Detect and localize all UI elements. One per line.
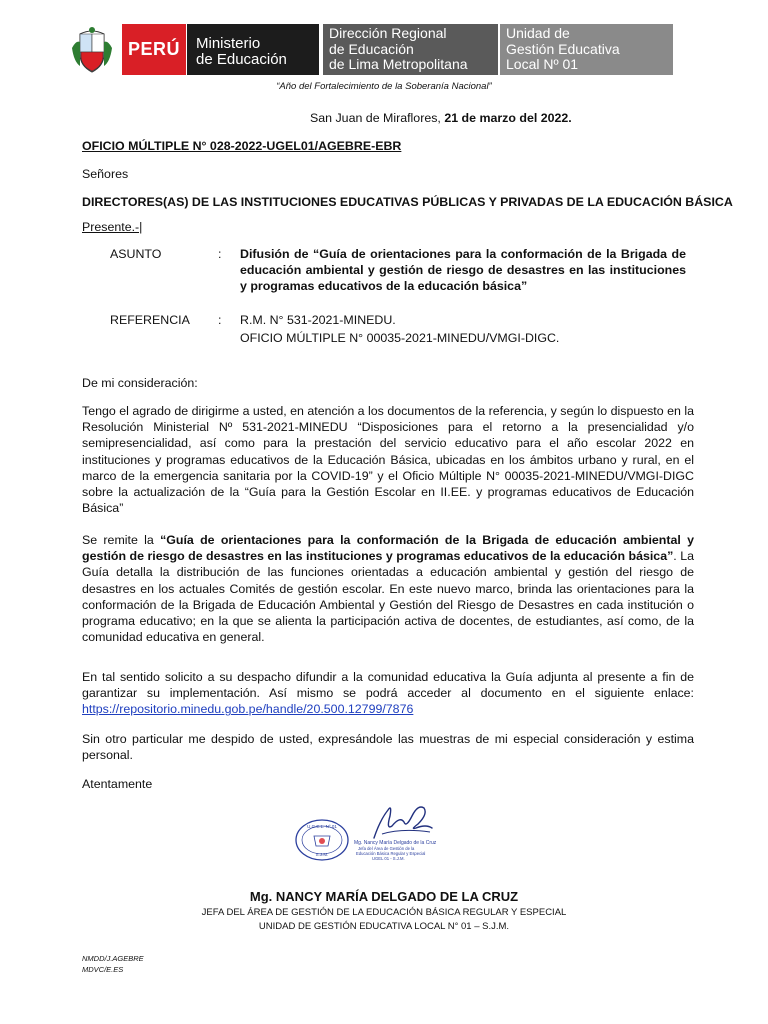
ministry-line-2: de Educación xyxy=(196,51,287,68)
svg-text:S.J.M.: S.J.M. xyxy=(315,852,329,857)
ugel-box xyxy=(500,24,673,75)
coat-of-arms-icon xyxy=(70,26,114,74)
referencia-item: OFICIO MÚLTIPLE N° 00035-2021-MINEDU/VMGI-DIGC. xyxy=(240,331,560,345)
ministry-line-1: Ministerio xyxy=(196,35,261,52)
reference-initials: MDVC/E.ES xyxy=(82,965,124,974)
official-seal-icon xyxy=(296,820,348,860)
asunto-label: ASUNTO xyxy=(110,247,162,261)
ugel-line-3: Local Nº 01 xyxy=(506,56,579,72)
signature-stamp-area xyxy=(292,798,442,868)
signer-title: JEFA DEL ÁREA DE GESTIÓN DE LA EDUCACIÓN BÁSICA REGULAR Y ESPECIAL xyxy=(201,907,567,918)
peru-brand-box xyxy=(122,24,186,75)
signer-name: Mg. NANCY MARÍA DELGADO DE LA CRUZ xyxy=(249,889,519,904)
name-stamp xyxy=(354,840,437,861)
reference-initials: NMDD/J.AGEBRE xyxy=(82,954,144,963)
body-paragraph-4: Sin otro particular me despido de usted, expresándole las muestras de mi especial consideración y estima personal. xyxy=(82,732,694,763)
ministry-box xyxy=(187,24,319,75)
country-label: PERÚ xyxy=(127,39,180,59)
referencia-item: R.M. N° 531-2021-MINEDU. xyxy=(240,313,396,327)
body-paragraph-2 xyxy=(82,532,694,645)
directorate-line-2: de Educación xyxy=(329,40,414,57)
paragraph-2-rest: . La Guía detalla la distribución de las funciones orientadas a educación ambiental y gestión del riesgo de desastres en los actuales Comités de gestión escolar. En este nuevo marco, brinda las orientaciones para la conformación de la Brigada de Educación Ambiental y Gestión del Riesgo de Desastres en cada institución o programa educativo; en la que se alienta la participación activa de docentes, de estudiantes, así como, de la comunidad educativa en general. xyxy=(82,549,694,645)
presente-line: Presente.-| xyxy=(82,220,143,234)
body-paragraph-1: Tengo el agrado de dirigirme a usted, en atención a los documentos de la referencia, y según lo dispuesto en la Resolución Ministerial Nº 531-2021-MINEDU “Disposiciones para el retorno a la presencialidad y/o semipresencialidad, así como para la prestación del servicio educativo para el año escolar 2022 en instituciones y programas educativos de la Educación Básica, ubicadas en los ámbitos urbano y rural, en el marco de la emergencia sanitaria por la COVID-19” y el Oficio Múltiple N° 00035-2021-MINEDU/VMGI-DIGC sobre la actualización de la “Guía para la Gestión Escolar en II.EE. y programas educativos de Educación Básica” xyxy=(82,404,694,516)
directorate-line-3: de Lima Metropolitana xyxy=(329,56,468,72)
svg-text:Jefa del Área de Gestión de la: Jefa del Área de Gestión de la xyxy=(358,846,415,851)
ugel-line-1: Unidad de xyxy=(506,25,570,41)
asunto-colon: : xyxy=(218,247,222,261)
signer-unit: UNIDAD DE GESTIÓN EDUCATIVA LOCAL N° 01 – S.J.M. xyxy=(258,921,510,932)
svg-text:U.G.E.L. N° 01: U.G.E.L. N° 01 xyxy=(307,824,337,829)
closing: Atentamente xyxy=(82,777,153,791)
asunto-text: Difusión de “Guía de orientaciones para la conformación de la Brigada de educación ambiental y gestión de riesgo de desastres en las instituciones y programas educativos de la educación básica” xyxy=(240,247,686,293)
salutation: Señores xyxy=(82,167,129,181)
referencia-colon: : xyxy=(218,313,222,327)
svg-text:UGEL 01 - S.J.M.: UGEL 01 - S.J.M. xyxy=(372,856,405,861)
date-prefix: San Juan de Miraflores, xyxy=(310,111,445,125)
guide-title-bold: “Guía de orientaciones para la conformación de la Brigada de educación ambiental y gestión de riesgo de desastres en las instituciones y programas educativos de la educación básica” xyxy=(82,533,694,564)
recipients: DIRECTORES(AS) DE LAS INSTITUCIONES EDUCATIVAS PÚBLICAS Y PRIVADAS DE LA EDUCACIÓN BÁSICA xyxy=(82,195,733,209)
document-number: OFICIO MÚLTIPLE N° 028-2022-UGEL01/AGEBRE-EBR xyxy=(82,139,402,153)
date-line xyxy=(310,110,572,126)
date-value: 21 de marzo del 2022. xyxy=(444,111,572,125)
year-motto: “Año del Fortalecimiento de la Soberanía Nacional” xyxy=(276,81,492,92)
ugel-line-2: Gestión Educativa xyxy=(506,40,620,57)
referencia-label: REFERENCIA xyxy=(110,313,190,327)
svg-text:Educación Básica Regular y Esp: Educación Básica Regular y Especial xyxy=(356,851,426,856)
svg-text:Mg. Nancy María Delgado de la: Mg. Nancy María Delgado de la Cruz xyxy=(354,840,437,846)
directorate-box xyxy=(323,24,498,75)
greeting: De mi consideración: xyxy=(82,376,198,390)
paragraph-3-text: En tal sentido solicito a su despacho difundir a la comunidad educativa la Guía adjunta al presente a fin de garantizar su implementación. Así mismo se podrá acceder al documento en el siguiente enlace: xyxy=(82,670,694,701)
directorate-line-1: Dirección Regional xyxy=(329,25,447,41)
repository-link[interactable]: https://repositorio.minedu.gob.pe/handle/20.500.12799/7876 xyxy=(82,702,414,717)
paragraph-2-prefix: Se remite la xyxy=(82,533,161,547)
body-paragraph-3 xyxy=(82,669,694,718)
